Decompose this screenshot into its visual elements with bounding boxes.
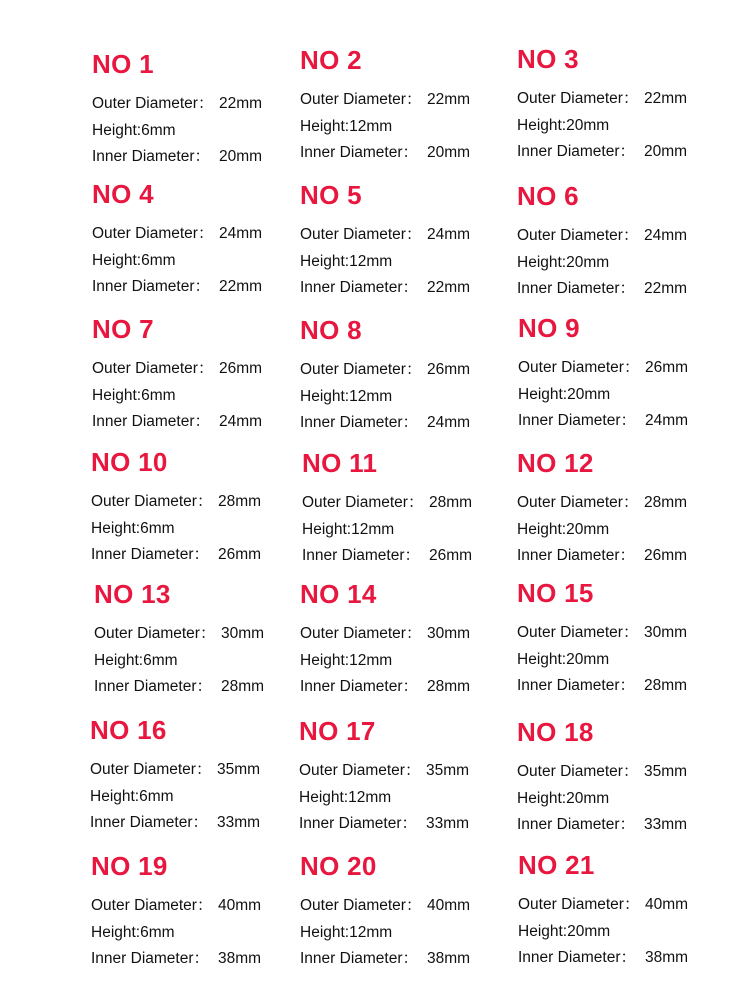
height-label: Height:: [518, 385, 568, 403]
size-title: NO 6: [517, 181, 579, 211]
height-row: [517, 786, 727, 813]
outer-diameter-value: 35mm: [644, 763, 688, 780]
inner-diameter-label: Inner Diameter：: [90, 814, 209, 831]
height-label: Height:: [92, 121, 142, 139]
size-card-3: [517, 44, 727, 166]
inner-diameter-row: [517, 139, 727, 166]
outer-diameter-row: [302, 490, 512, 517]
inner-diameter-value: 38mm: [645, 949, 689, 966]
inner-diameter-row: [517, 673, 727, 700]
size-card-13: [94, 579, 304, 701]
height-label: Height:: [517, 253, 567, 271]
height-row: [90, 784, 300, 811]
outer-diameter-row: [300, 893, 510, 920]
height-row: [91, 920, 301, 947]
outer-diameter-label: Outer Diameter：: [517, 227, 639, 244]
outer-diameter-label: Outer Diameter：: [299, 762, 421, 779]
outer-diameter-row: [300, 357, 510, 384]
height-row: [91, 516, 301, 543]
inner-diameter-row: [300, 946, 510, 973]
inner-diameter-label: Inner Diameter：: [300, 414, 419, 431]
outer-diameter-row: [300, 87, 510, 114]
inner-diameter-value: 22mm: [427, 279, 471, 296]
size-title: NO 4: [92, 179, 154, 209]
height-value: 12mm: [349, 252, 393, 270]
height-value: 6mm: [141, 386, 176, 404]
outer-diameter-value: 26mm: [219, 360, 263, 377]
size-card-19: [91, 851, 301, 973]
height-label: Height:: [517, 650, 567, 668]
size-title: NO 21: [518, 850, 595, 880]
size-card-2: [300, 45, 510, 167]
outer-diameter-label: Outer Diameter：: [92, 360, 214, 377]
height-row: [92, 383, 302, 410]
size-title: NO 16: [90, 715, 167, 745]
outer-diameter-label: Outer Diameter：: [300, 361, 422, 378]
outer-diameter-value: 30mm: [644, 624, 688, 641]
height-value: 12mm: [349, 651, 393, 669]
size-card-1: [92, 49, 302, 171]
height-label: Height:: [300, 651, 350, 669]
inner-diameter-row: [517, 812, 727, 839]
size-card-17: [299, 716, 509, 838]
inner-diameter-label: Inner Diameter：: [302, 547, 421, 564]
inner-diameter-value: 22mm: [644, 280, 688, 297]
outer-diameter-label: Outer Diameter：: [302, 494, 424, 511]
inner-diameter-value: 24mm: [427, 414, 471, 431]
height-value: 20mm: [566, 253, 610, 271]
inner-diameter-row: [91, 542, 301, 569]
size-title: NO 10: [91, 447, 168, 477]
inner-diameter-row: [302, 543, 512, 570]
height-row: [517, 517, 727, 544]
outer-diameter-row: [92, 356, 302, 383]
size-card-9: [518, 313, 728, 435]
height-value: 12mm: [351, 520, 395, 538]
outer-diameter-label: Outer Diameter：: [91, 897, 213, 914]
inner-diameter-value: 20mm: [219, 148, 263, 165]
height-label: Height:: [91, 519, 141, 537]
height-row: [300, 384, 510, 411]
height-value: 20mm: [566, 789, 610, 807]
height-label: Height:: [92, 386, 142, 404]
height-value: 6mm: [139, 787, 174, 805]
size-card-14: [300, 579, 510, 701]
inner-diameter-row: [518, 945, 728, 972]
inner-diameter-row: [517, 543, 727, 570]
inner-diameter-value: 38mm: [427, 950, 471, 967]
height-label: Height:: [302, 520, 352, 538]
inner-diameter-value: 26mm: [429, 547, 473, 564]
outer-diameter-value: 28mm: [429, 494, 473, 511]
size-title: NO 19: [91, 851, 168, 881]
inner-diameter-label: Inner Diameter：: [300, 678, 419, 695]
outer-diameter-row: [92, 221, 302, 248]
size-card-20: [300, 851, 510, 973]
inner-diameter-label: Inner Diameter：: [92, 413, 211, 430]
height-value: 6mm: [141, 121, 176, 139]
outer-diameter-row: [517, 490, 727, 517]
height-value: 20mm: [566, 116, 610, 134]
outer-diameter-label: Outer Diameter：: [517, 494, 639, 511]
height-row: [517, 250, 727, 277]
height-value: 12mm: [348, 788, 392, 806]
inner-diameter-row: [300, 410, 510, 437]
height-row: [518, 382, 728, 409]
height-row: [518, 919, 728, 946]
outer-diameter-label: Outer Diameter：: [92, 95, 214, 112]
outer-diameter-value: 30mm: [221, 625, 265, 642]
height-row: [299, 785, 509, 812]
height-value: 6mm: [140, 519, 175, 537]
outer-diameter-label: Outer Diameter：: [300, 897, 422, 914]
inner-diameter-row: [91, 946, 301, 973]
inner-diameter-row: [300, 275, 510, 302]
inner-diameter-value: 33mm: [644, 816, 688, 833]
outer-diameter-value: 30mm: [427, 625, 471, 642]
size-card-11: [302, 448, 512, 570]
outer-diameter-row: [91, 893, 301, 920]
height-label: Height:: [94, 651, 144, 669]
outer-diameter-label: Outer Diameter：: [300, 226, 422, 243]
height-value: 20mm: [566, 650, 610, 668]
height-label: Height:: [92, 251, 142, 269]
inner-diameter-row: [92, 144, 302, 171]
outer-diameter-label: Outer Diameter：: [300, 91, 422, 108]
size-title: NO 20: [300, 851, 377, 881]
size-card-5: [300, 180, 510, 302]
inner-diameter-label: Inner Diameter：: [94, 678, 213, 695]
height-value: 6mm: [140, 923, 175, 941]
size-title: NO 7: [92, 314, 154, 344]
size-card-6: [517, 181, 727, 303]
outer-diameter-row: [90, 757, 300, 784]
height-label: Height:: [300, 387, 350, 405]
outer-diameter-label: Outer Diameter：: [90, 761, 212, 778]
inner-diameter-value: 26mm: [218, 546, 262, 563]
outer-diameter-row: [299, 758, 509, 785]
inner-diameter-label: Inner Diameter：: [300, 950, 419, 967]
height-value: 12mm: [349, 923, 393, 941]
outer-diameter-row: [300, 621, 510, 648]
outer-diameter-label: Outer Diameter：: [92, 225, 214, 242]
inner-diameter-value: 20mm: [427, 144, 471, 161]
height-value: 6mm: [141, 251, 176, 269]
outer-diameter-label: Outer Diameter：: [517, 763, 639, 780]
height-row: [92, 118, 302, 145]
size-card-21: [518, 850, 728, 972]
inner-diameter-label: Inner Diameter：: [517, 143, 636, 160]
height-row: [302, 517, 512, 544]
inner-diameter-label: Inner Diameter：: [91, 546, 210, 563]
height-row: [300, 648, 510, 675]
outer-diameter-row: [517, 759, 727, 786]
inner-diameter-label: Inner Diameter：: [299, 815, 418, 832]
inner-diameter-value: 24mm: [219, 413, 263, 430]
outer-diameter-label: Outer Diameter：: [300, 625, 422, 642]
outer-diameter-label: Outer Diameter：: [94, 625, 216, 642]
height-row: [94, 648, 304, 675]
outer-diameter-row: [300, 222, 510, 249]
outer-diameter-row: [517, 223, 727, 250]
size-card-16: [90, 715, 300, 837]
height-row: [300, 114, 510, 141]
outer-diameter-value: 22mm: [644, 90, 688, 107]
height-value: 6mm: [143, 651, 178, 669]
height-value: 20mm: [567, 385, 611, 403]
outer-diameter-value: 26mm: [645, 359, 689, 376]
height-value: 20mm: [566, 520, 610, 538]
height-label: Height:: [300, 923, 350, 941]
size-title: NO 13: [94, 579, 171, 609]
outer-diameter-row: [517, 620, 727, 647]
outer-diameter-label: Outer Diameter：: [91, 493, 213, 510]
size-card-10: [91, 447, 301, 569]
outer-diameter-value: 40mm: [645, 896, 689, 913]
inner-diameter-row: [92, 274, 302, 301]
inner-diameter-value: 33mm: [217, 814, 261, 831]
height-row: [300, 249, 510, 276]
size-card-18: [517, 717, 727, 839]
outer-diameter-row: [91, 489, 301, 516]
size-title: NO 1: [92, 49, 154, 79]
size-title: NO 17: [299, 716, 376, 746]
height-label: Height:: [91, 923, 141, 941]
inner-diameter-label: Inner Diameter：: [517, 280, 636, 297]
inner-diameter-row: [299, 811, 509, 838]
inner-diameter-label: Inner Diameter：: [92, 278, 211, 295]
outer-diameter-value: 22mm: [427, 91, 471, 108]
height-value: 20mm: [567, 922, 611, 940]
height-label: Height:: [518, 922, 568, 940]
height-row: [300, 920, 510, 947]
size-title: NO 8: [300, 315, 362, 345]
height-label: Height:: [299, 788, 349, 806]
inner-diameter-value: 38mm: [218, 950, 262, 967]
inner-diameter-label: Inner Diameter：: [518, 949, 637, 966]
outer-diameter-value: 22mm: [219, 95, 263, 112]
height-label: Height:: [300, 252, 350, 270]
inner-diameter-label: Inner Diameter：: [91, 950, 210, 967]
outer-diameter-label: Outer Diameter：: [517, 90, 639, 107]
outer-diameter-row: [94, 621, 304, 648]
inner-diameter-row: [300, 674, 510, 701]
height-label: Height:: [517, 789, 567, 807]
size-card-8: [300, 315, 510, 437]
height-label: Height:: [517, 520, 567, 538]
inner-diameter-row: [517, 276, 727, 303]
height-row: [517, 113, 727, 140]
size-title: NO 12: [517, 448, 594, 478]
height-value: 12mm: [349, 117, 393, 135]
inner-diameter-value: 28mm: [221, 678, 265, 695]
height-row: [92, 248, 302, 275]
outer-diameter-value: 40mm: [218, 897, 262, 914]
outer-diameter-row: [92, 91, 302, 118]
outer-diameter-value: 24mm: [427, 226, 471, 243]
inner-diameter-value: 33mm: [426, 815, 470, 832]
size-title: NO 5: [300, 180, 362, 210]
size-title: NO 2: [300, 45, 362, 75]
size-title: NO 15: [517, 578, 594, 608]
outer-diameter-value: 35mm: [217, 761, 261, 778]
outer-diameter-value: 24mm: [219, 225, 263, 242]
inner-diameter-row: [300, 140, 510, 167]
inner-diameter-value: 24mm: [645, 412, 689, 429]
outer-diameter-row: [518, 892, 728, 919]
size-title: NO 14: [300, 579, 377, 609]
inner-diameter-label: Inner Diameter：: [517, 816, 636, 833]
inner-diameter-row: [92, 409, 302, 436]
inner-diameter-value: 26mm: [644, 547, 688, 564]
inner-diameter-value: 22mm: [219, 278, 263, 295]
outer-diameter-value: 40mm: [427, 897, 471, 914]
height-label: Height:: [90, 787, 140, 805]
outer-diameter-value: 26mm: [427, 361, 471, 378]
inner-diameter-label: Inner Diameter：: [518, 412, 637, 429]
outer-diameter-value: 28mm: [644, 494, 688, 511]
height-label: Height:: [517, 116, 567, 134]
inner-diameter-label: Inner Diameter：: [300, 144, 419, 161]
outer-diameter-label: Outer Diameter：: [518, 359, 640, 376]
outer-diameter-row: [518, 355, 728, 382]
height-value: 12mm: [349, 387, 393, 405]
size-title: NO 3: [517, 44, 579, 74]
inner-diameter-value: 28mm: [644, 677, 688, 694]
outer-diameter-label: Outer Diameter：: [517, 624, 639, 641]
inner-diameter-row: [518, 408, 728, 435]
inner-diameter-label: Inner Diameter：: [517, 547, 636, 564]
height-label: Height:: [300, 117, 350, 135]
inner-diameter-label: Inner Diameter：: [300, 279, 419, 296]
inner-diameter-value: 28mm: [427, 678, 471, 695]
inner-diameter-label: Inner Diameter：: [92, 148, 211, 165]
outer-diameter-value: 28mm: [218, 493, 262, 510]
height-row: [517, 647, 727, 674]
outer-diameter-label: Outer Diameter：: [518, 896, 640, 913]
inner-diameter-row: [90, 810, 300, 837]
inner-diameter-row: [94, 674, 304, 701]
size-card-4: [92, 179, 302, 301]
outer-diameter-value: 35mm: [426, 762, 470, 779]
size-card-15: [517, 578, 727, 700]
size-card-12: [517, 448, 727, 570]
inner-diameter-label: Inner Diameter：: [517, 677, 636, 694]
inner-diameter-value: 20mm: [644, 143, 688, 160]
outer-diameter-row: [517, 86, 727, 113]
size-title: NO 11: [302, 448, 378, 478]
outer-diameter-value: 24mm: [644, 227, 688, 244]
size-card-7: [92, 314, 302, 436]
size-title: NO 18: [517, 717, 594, 747]
size-title: NO 9: [518, 313, 580, 343]
